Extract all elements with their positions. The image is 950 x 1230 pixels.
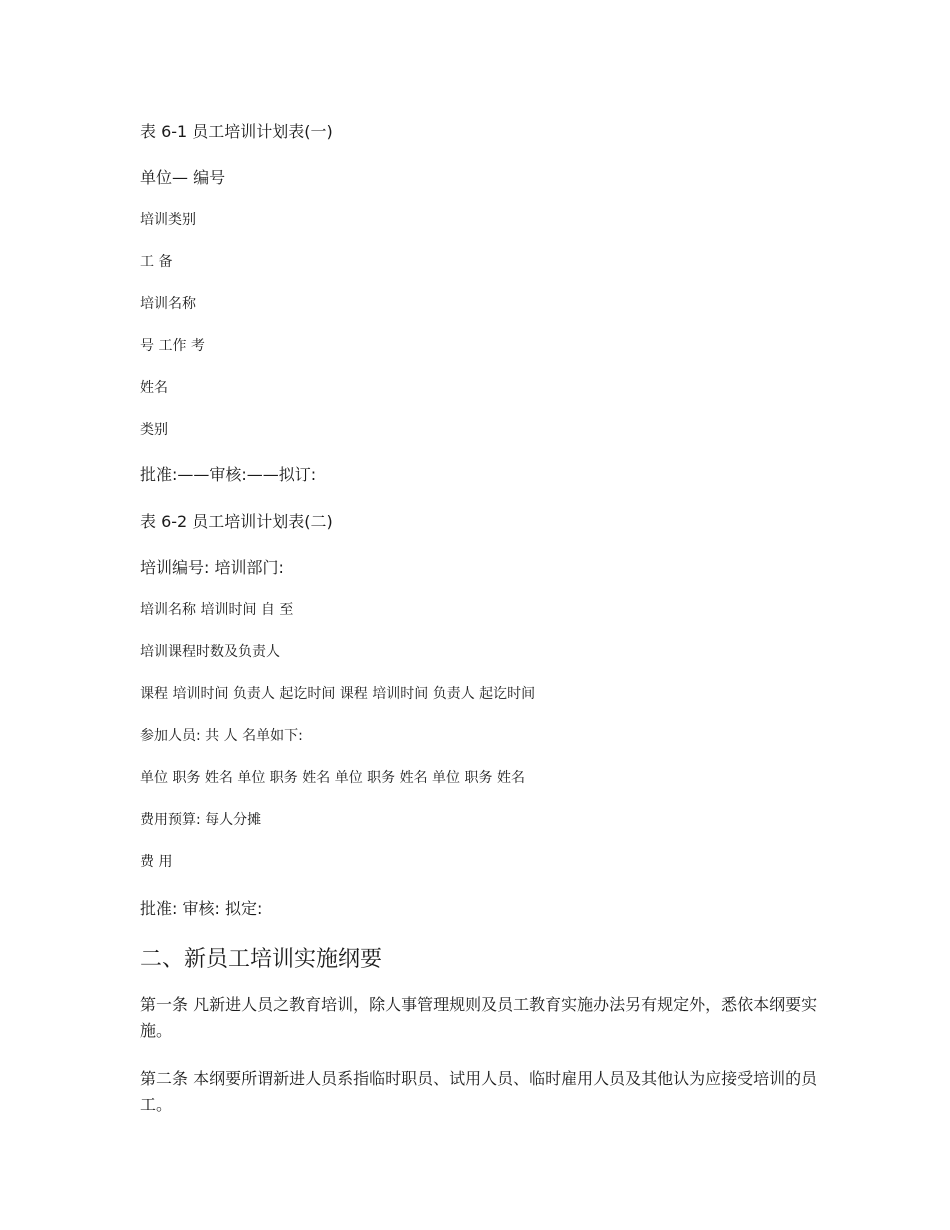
article-paragraph: 第一条 凡新进人员之教育培训，除人事管理规则及员工教育实施办法另有规定外，悉依本纲要实施。 (140, 995, 818, 1040)
table1-row: 培训名称 (140, 296, 196, 312)
table1-unit-line: 单位— 编号 (140, 168, 226, 187)
table1-row: 类别 (140, 422, 168, 438)
table2-row: 单位 职务 姓名 单位 职务 姓名 单位 职务 姓名 单位 职务 姓名 (140, 770, 525, 786)
table2-row: 培训课程时数及负责人 (140, 644, 280, 660)
table2-approval: 批准: 审核: 拟定: (140, 899, 263, 918)
table1-row: 号 工作 考 (140, 338, 205, 354)
table2-header-line: 培训编号: 培训部门: (140, 558, 284, 577)
table2-row: 参加人员: 共 人 名单如下: (140, 728, 303, 744)
section-heading: 二、新员工培训实施纲要 (140, 947, 383, 972)
table2-title: 表 6-2 员工培训计划表(二) (140, 512, 333, 531)
table2-row: 费用预算: 每人分摊 (140, 812, 262, 828)
table2-row: 培训名称 培训时间 自 至 (140, 602, 294, 618)
table1-title: 表 6-1 员工培训计划表(一) (140, 122, 333, 141)
table2-row: 费 用 (140, 854, 173, 870)
table2-row: 课程 培训时间 负责人 起讫时间 课程 培训时间 负责人 起讫时间 (140, 686, 536, 702)
table1-row: 姓名 (140, 380, 168, 396)
article-paragraph: 第二条 本纲要所谓新进人员系指临时职员、试用人员、临时雇用人员及其他认为应接受培训的员工。 (140, 1069, 818, 1114)
table1-approval: 批准:——审核:——拟订: (140, 465, 317, 484)
table1-row: 工 备 (140, 254, 173, 270)
table1-row: 培训类别 (140, 212, 196, 228)
